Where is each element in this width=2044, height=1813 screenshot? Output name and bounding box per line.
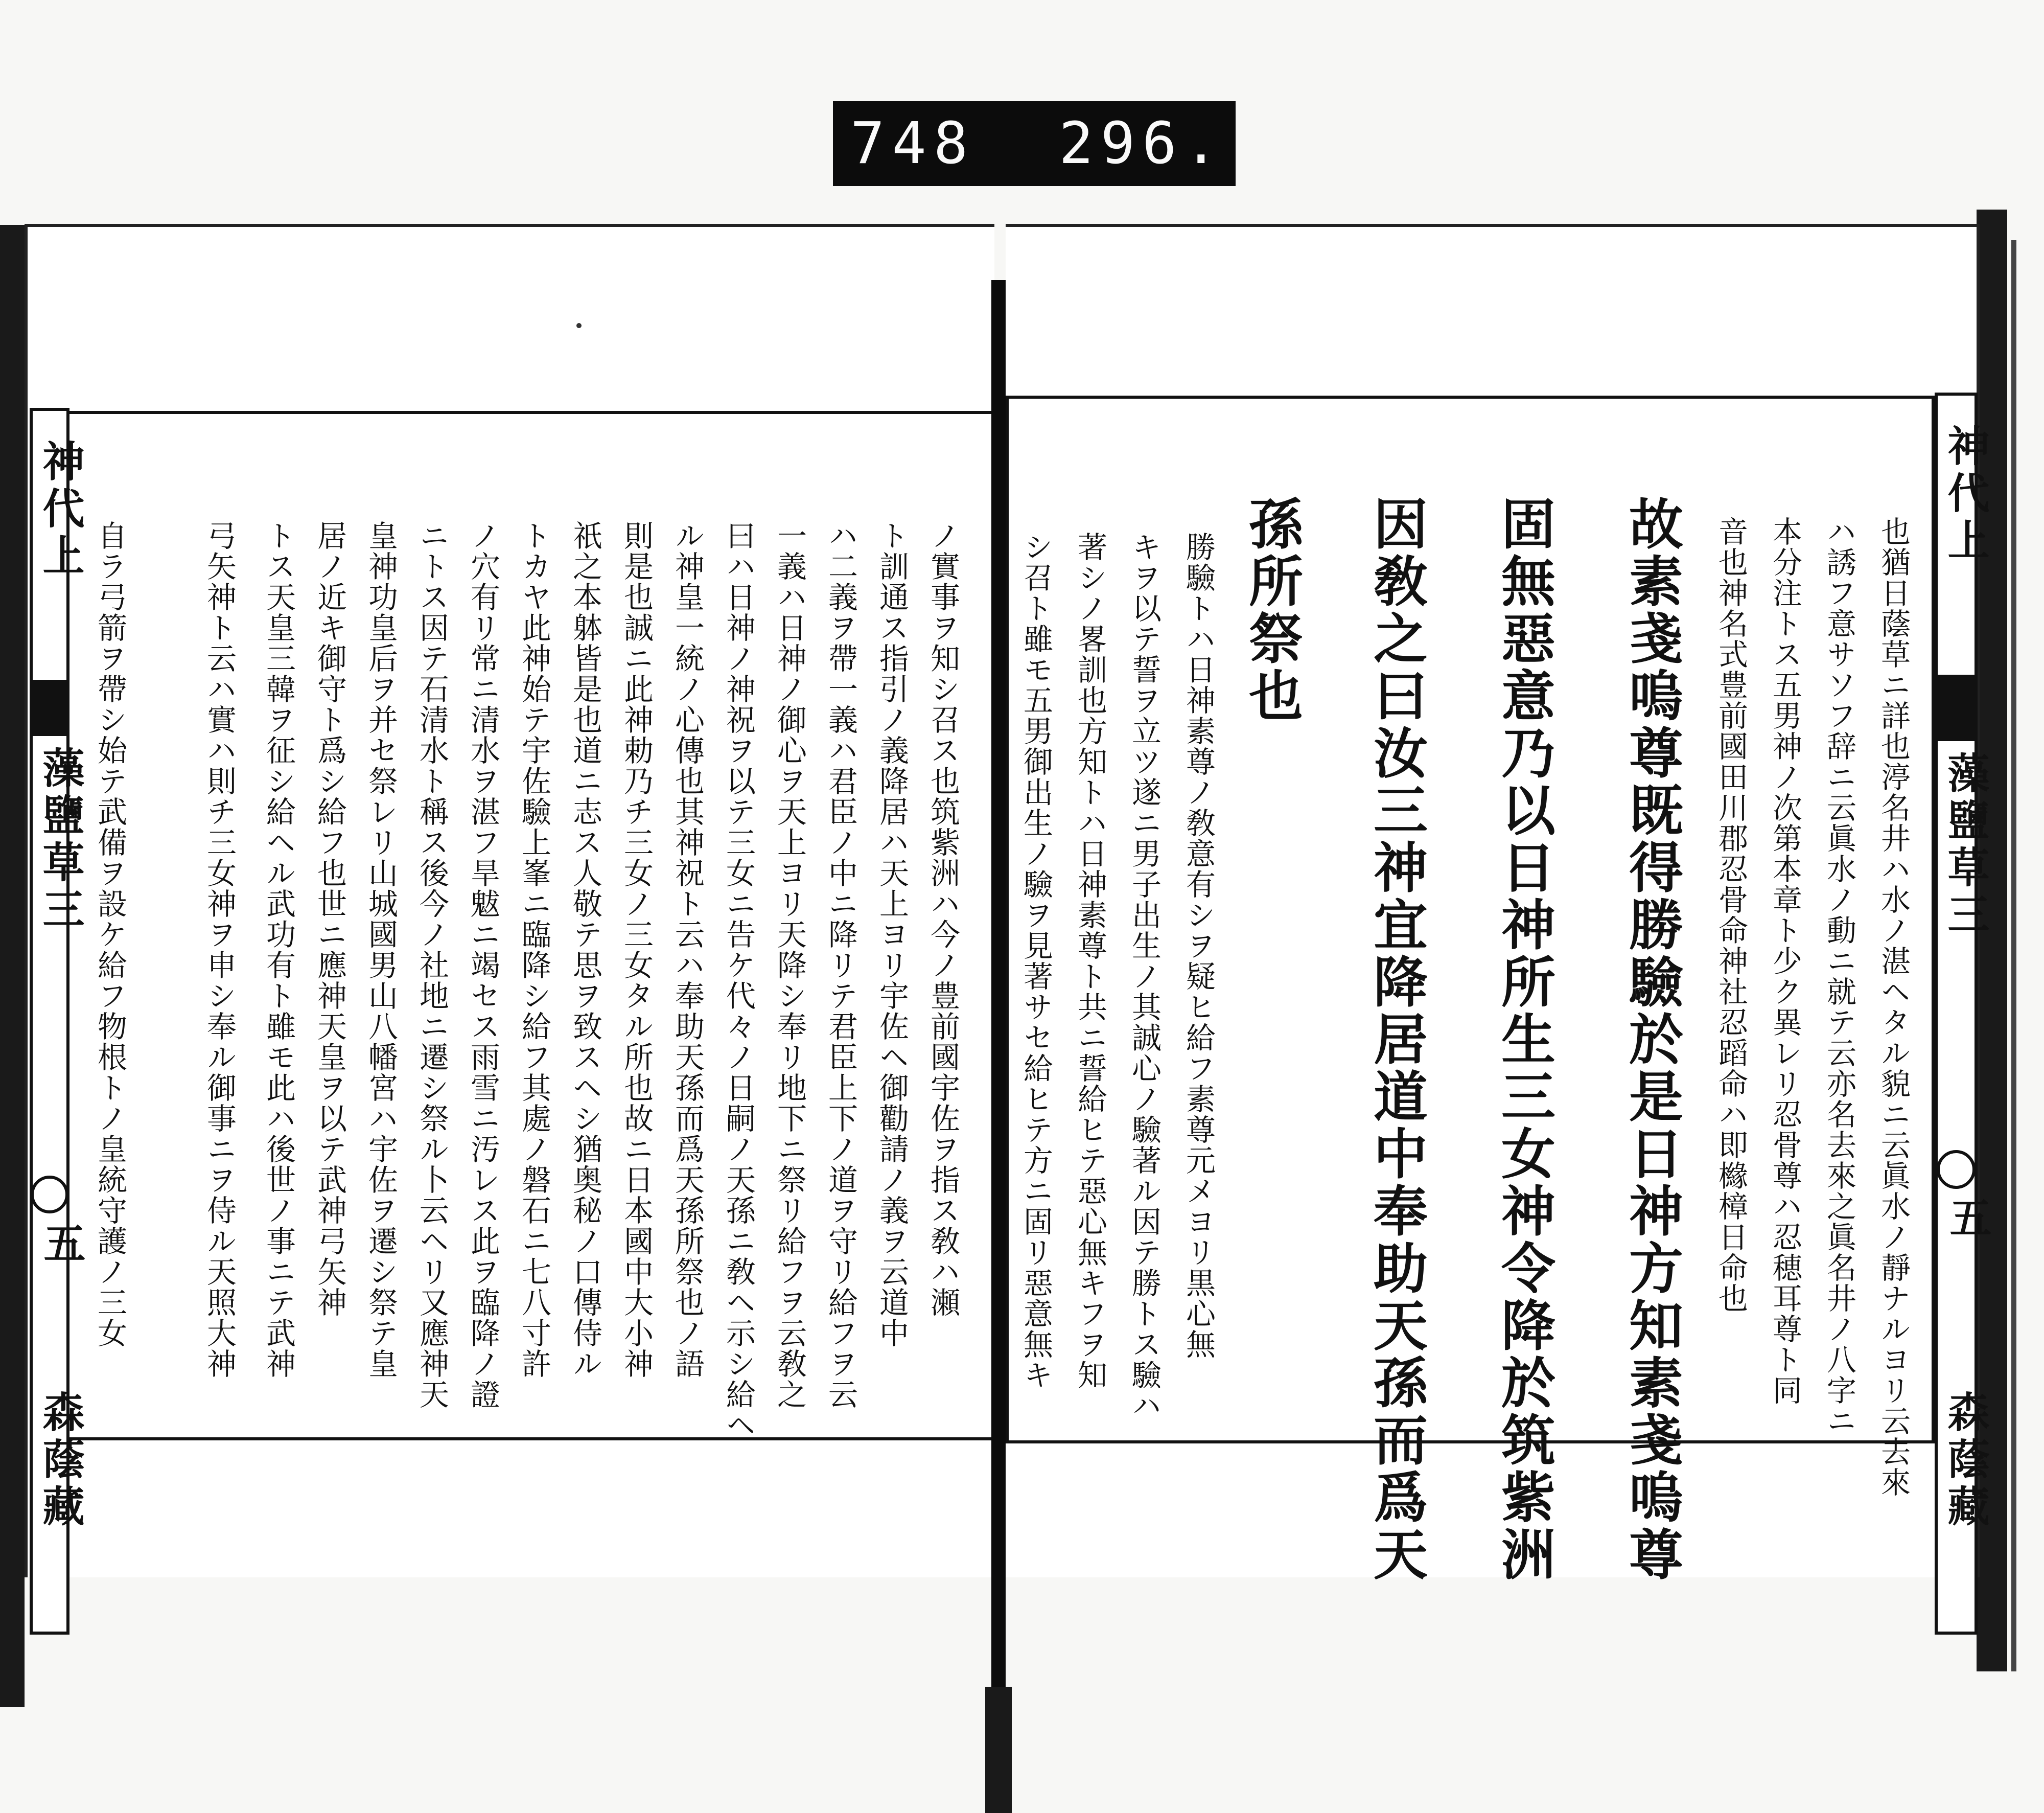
left-note-col: 居ノ近キ御守ト爲シ給フ也世ニ應神天皇ヲ以テ武神弓矢神 bbox=[312, 520, 347, 1318]
left-margin-folio: 五 bbox=[37, 1222, 86, 1269]
left-margin-circle bbox=[31, 1176, 68, 1213]
left-note-col: 曰ハ日神ノ神祝ヲ以テ三女ニ告ケ代々ノ日嗣ノ天孫ニ敎ヘ示シ給ヘ bbox=[721, 520, 756, 1440]
right-note-col: キヲ以テ誓ヲ立ツ遂ニ男子出生ノ其誠心ノ驗著ル因テ勝トス驗ハ bbox=[1127, 532, 1162, 1421]
main-text-col: 因敎之曰汝三神宜降居道中奉助天孫而爲天 bbox=[1365, 496, 1429, 1583]
right-note-col: 本分注トス五男神ノ次第本章ト少ク異レリ忍骨尊ハ忍穂耳尊ト同 bbox=[1768, 516, 1802, 1406]
left-margin-black-tab bbox=[32, 680, 68, 736]
left-note-col: トカヤ此神始テ宇佐驗上峯ニ臨降シ給フ其處ノ磐石ニ七八寸許 bbox=[517, 520, 551, 1379]
left-margin-owner: 森蔭藏 bbox=[36, 1390, 85, 1531]
right-margin-circle bbox=[1937, 1150, 1976, 1189]
catalog-number-left: 748 bbox=[850, 110, 975, 177]
left-note-col: 皇神功皇后ヲ并セ祭レリ山城國男山八幡宮ハ宇佐ヲ遷シ祭テ皇 bbox=[363, 520, 398, 1379]
right-note-col: 勝驗トハ日神素尊ノ敎意有シヲ疑ヒ給フ素尊元メヨリ黒心無 bbox=[1181, 532, 1216, 1360]
ink-spot bbox=[576, 323, 582, 328]
left-margin-chapter: 藻鹽草三 bbox=[36, 746, 85, 934]
right-margin-folio: 五 bbox=[1943, 1196, 1992, 1243]
right-margin-black-tab bbox=[1937, 675, 1977, 741]
left-note-col: 自ラ弓箭ヲ帶シ始テ武備ヲ設ケ給フ物根トノ皇統守護ノ三女 bbox=[92, 520, 127, 1348]
left-note-col: ノ實事ヲ知シ召ス也筑紫洲ハ今ノ豊前國宇佐ヲ指ス敎ハ瀬 bbox=[925, 520, 960, 1318]
book-spine bbox=[991, 280, 1006, 1803]
book-edge-left bbox=[0, 225, 25, 1707]
left-note-col: ハ二義ヲ帶一義ハ君臣ノ中ニ降リテ君臣上下ノ道ヲ守リ給フヲ云 bbox=[823, 520, 858, 1410]
left-margin-title: 神代上 bbox=[36, 440, 85, 581]
book-edge-right-inner bbox=[2011, 240, 2016, 1671]
right-note-col: 也猶日蔭草ニ詳也渟名井ハ水ノ湛ヘタル貌ニ云眞水ノ靜ナルヨリ云去來 bbox=[1876, 516, 1911, 1498]
left-note-col: 則是也誠ニ此神勅乃チ三女ノ三女タル所也故ニ日本國中大小神 bbox=[619, 520, 654, 1379]
main-text-col: 孫所祭也 bbox=[1240, 496, 1304, 725]
main-text-col: 固無惡意乃以日神所生三女神令降於筑紫洲 bbox=[1493, 496, 1557, 1583]
left-note-col: トス天皇三韓ヲ征シ給ヘル武功有ト雖モ此ハ後世ノ事ニテ武神 bbox=[261, 520, 296, 1379]
left-note-col: 祇之本躰皆是也道ニ志ス人敬テ思ヲ致スヘシ猶奥秘ノ口傳侍ル bbox=[568, 520, 602, 1379]
main-text-col: 故素戔嗚尊既得勝驗於是日神方知素戔嗚尊 bbox=[1620, 496, 1684, 1583]
right-margin-title: 神代上 bbox=[1941, 424, 1990, 565]
right-margin-owner: 森蔭藏 bbox=[1941, 1390, 1990, 1531]
right-note-col: シ召ト雖モ五男御出生ノ驗ヲ見著サセ給ヒテ方ニ固リ惡意無キ bbox=[1018, 532, 1053, 1390]
catalog-number-right: 296. bbox=[1059, 110, 1225, 177]
left-note-col: ト訓通ス指引ノ義降居ハ天上ヨリ宇佐ヘ御勸請ノ義ヲ云道中 bbox=[874, 520, 909, 1348]
right-note-col: ハ誘フ意サソフ辞ニ云眞水ノ動ニ就テ云亦名去來之眞名井ノ八字ニ bbox=[1822, 516, 1856, 1436]
book-tassel bbox=[985, 1687, 1012, 1813]
left-note-col: 一義ハ日神ノ御心ヲ天上ヨリ天降シ奉リ地下ニ祭リ給フヲ云敎之 bbox=[772, 520, 807, 1410]
right-margin-chapter: 藻鹽草三 bbox=[1941, 751, 1990, 939]
left-note-col: 弓矢神ト云ハ實ハ則チ三女神ヲ申シ奉ル御事ニヲ侍ル天照大神 bbox=[202, 520, 237, 1379]
left-note-col: ル神皇一統ノ心傳也其神祝ト云ハ奉助天孫而爲天孫所祭也ノ語 bbox=[670, 520, 705, 1379]
right-note-col: 音也神名式豊前國田川郡忍骨命神社忍蹈命ハ即櫞樟日命也 bbox=[1713, 516, 1748, 1314]
catalog-label bbox=[833, 101, 1236, 186]
left-note-col: ノ穴有リ常ニ清水ヲ湛フ旱魃ニ竭セス雨雪ニ汚レス此ヲ臨降ノ證 bbox=[466, 520, 500, 1410]
right-note-col: 著シノ畧訓也方知トハ日神素尊ト共ニ誓給ヒテ惡心無キフヲ知 bbox=[1073, 532, 1107, 1390]
left-note-col: ニトス因テ石清水ト稱ス後今ノ社地ニ遷シ祭ル卜云ヘリ又應神天 bbox=[414, 520, 449, 1410]
